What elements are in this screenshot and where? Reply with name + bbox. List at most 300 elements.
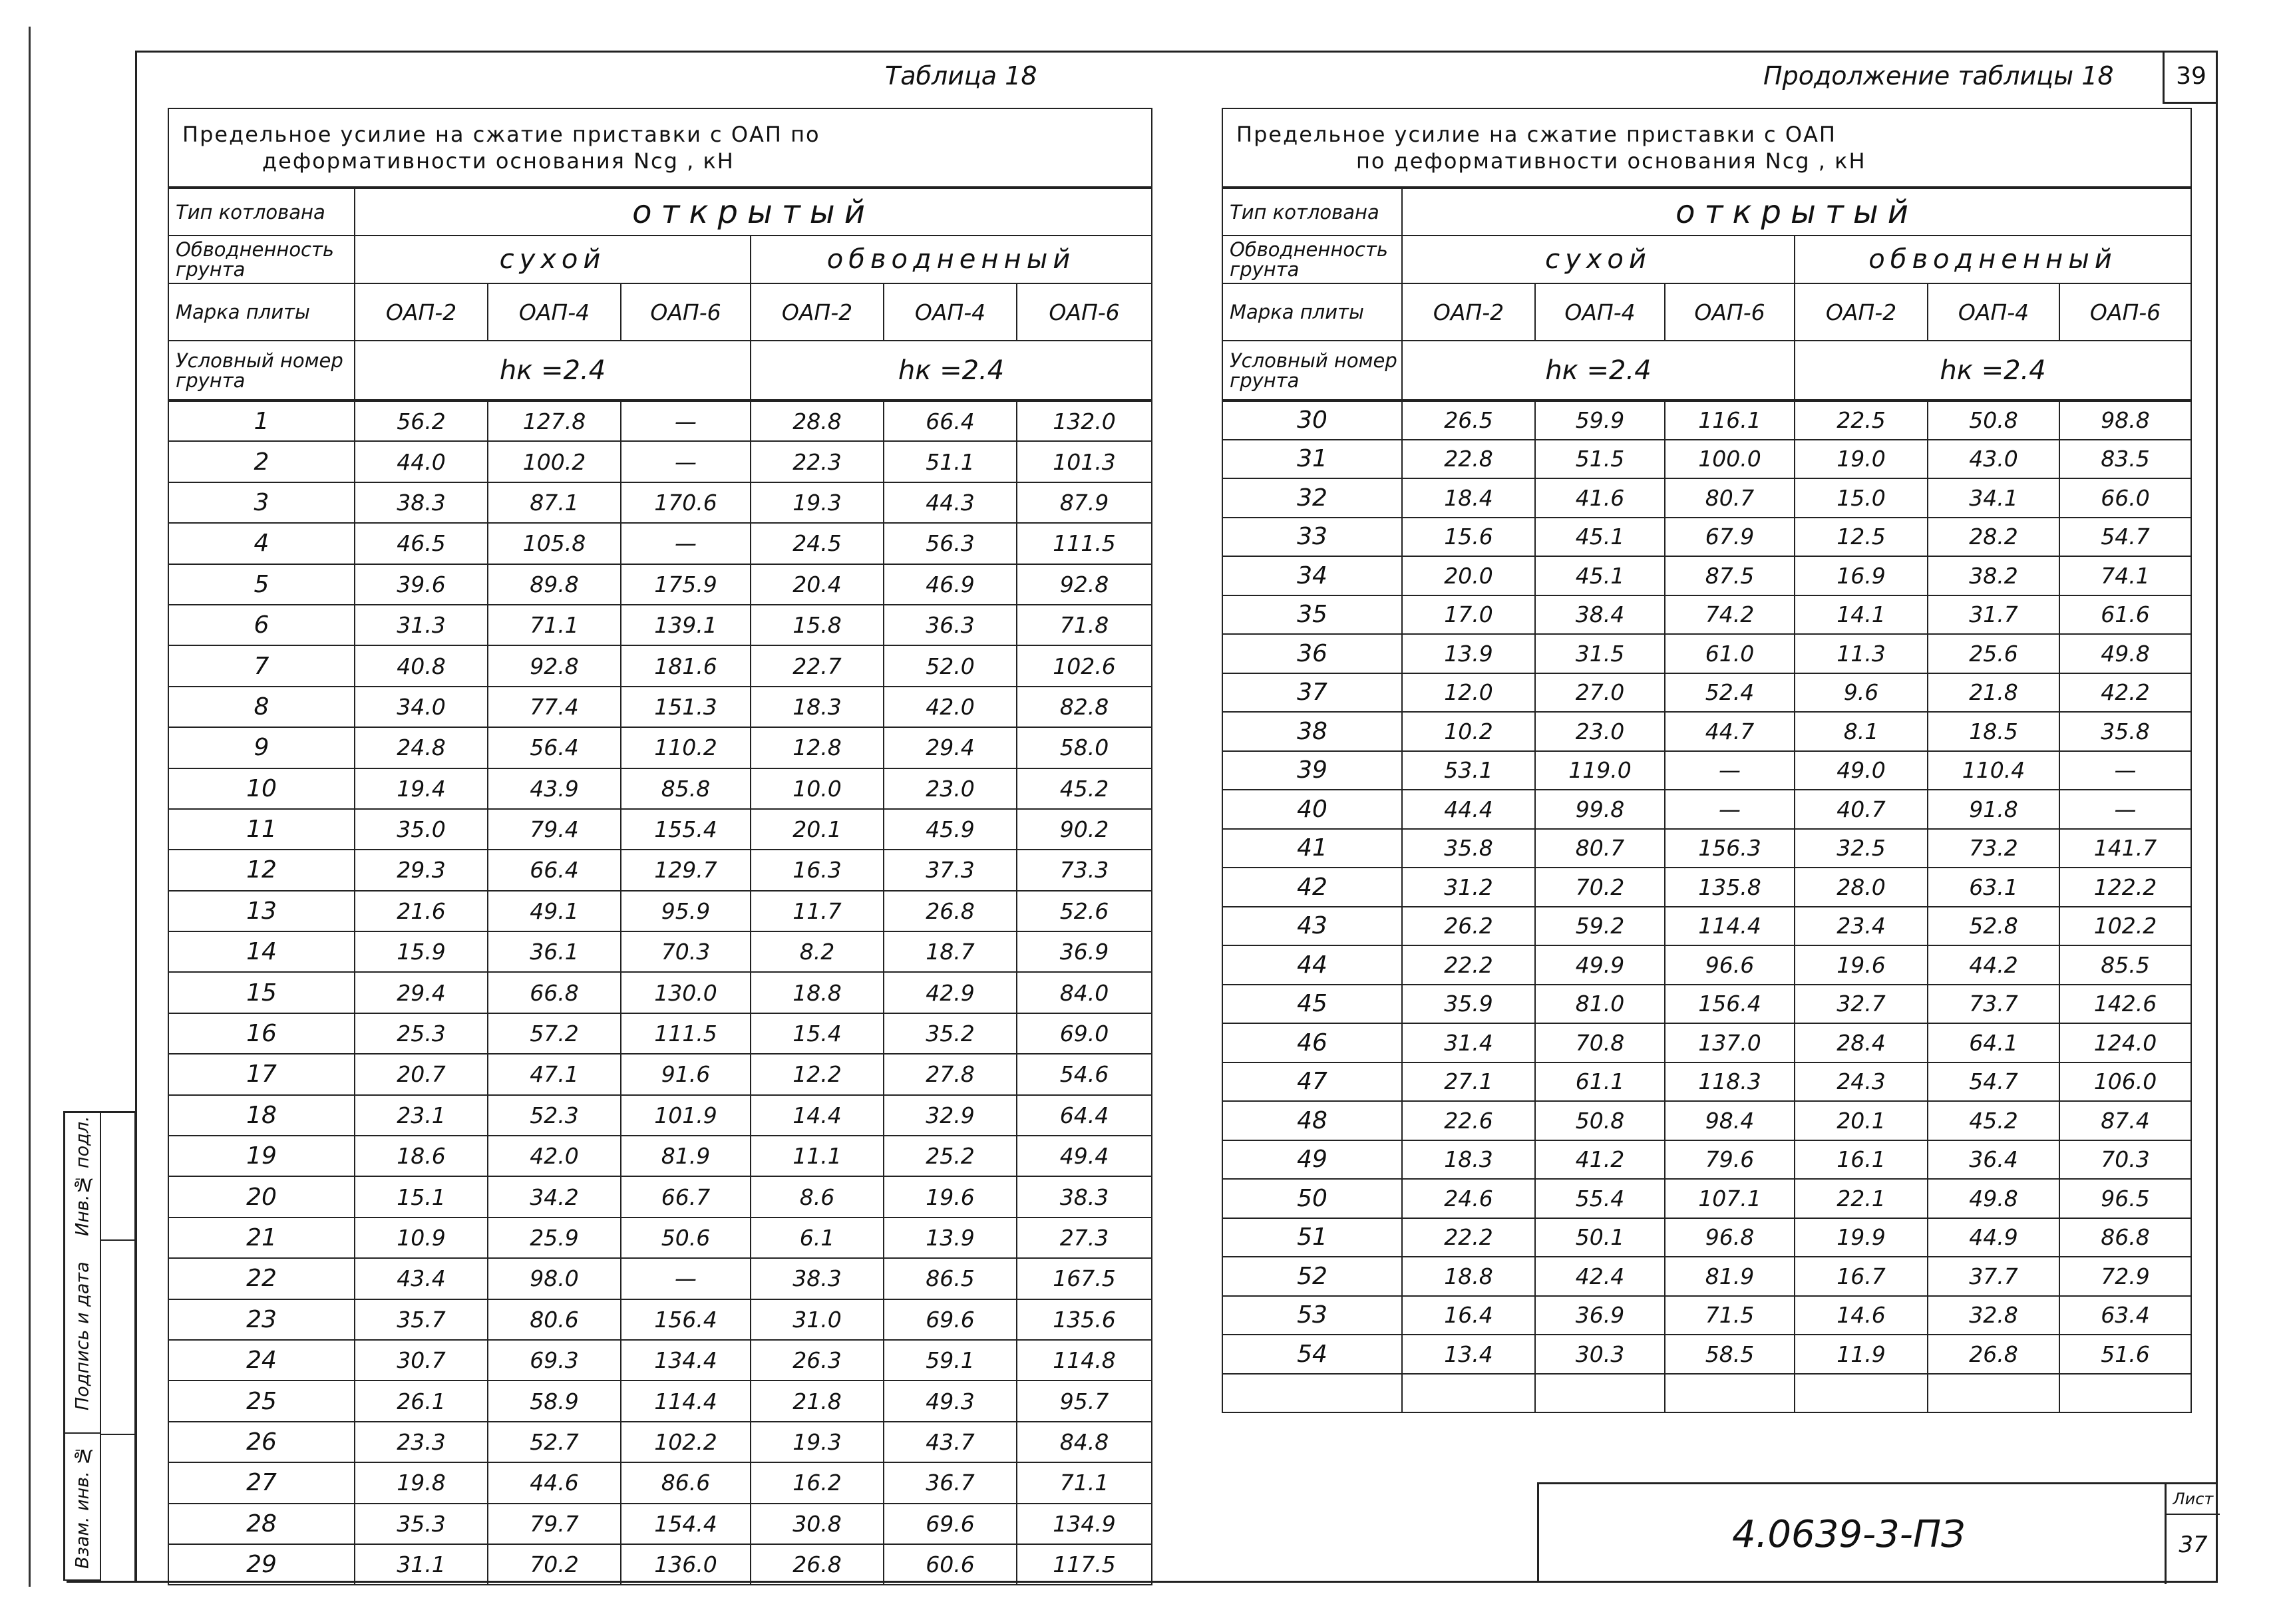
value-cell xyxy=(2059,1374,2191,1413)
left-plate-4: ОАП-4 xyxy=(884,283,1017,341)
value-cell: 51.5 xyxy=(1535,440,1665,479)
value-cell: 42.0 xyxy=(884,687,1017,727)
left-wet: обводненный xyxy=(751,236,1152,283)
left-title-line2: деформативности основания Ncg , кН xyxy=(262,148,735,174)
table-row xyxy=(1222,1335,2191,1374)
value-cell: 30.3 xyxy=(1535,1335,1665,1374)
value-cell: 111.5 xyxy=(621,1013,751,1054)
value-cell: 71.8 xyxy=(1017,605,1152,645)
value-cell: 11.7 xyxy=(751,891,884,931)
table-row xyxy=(168,482,1152,523)
value-cell: 86.8 xyxy=(2059,1218,2191,1257)
soil-number-cell: 52 xyxy=(1222,1257,1402,1296)
soil-number-cell: 54 xyxy=(1222,1335,1402,1374)
left-plate-3: ОАП-2 xyxy=(751,283,884,341)
value-cell: 114.4 xyxy=(621,1380,751,1421)
value-cell: 18.3 xyxy=(751,687,884,727)
value-cell: 54.7 xyxy=(2059,518,2191,557)
right-pit-type-label: Тип котлована xyxy=(1222,188,1402,236)
value-cell: 14.1 xyxy=(1795,595,1928,635)
value-cell: 81.9 xyxy=(1665,1257,1795,1296)
value-cell: 116.1 xyxy=(1665,401,1795,440)
value-cell: 52.3 xyxy=(488,1095,621,1136)
soil-number-cell: 19 xyxy=(168,1136,355,1176)
left-pit-type-label: Тип котлована xyxy=(168,188,355,236)
table-row xyxy=(1222,1101,2191,1140)
soil-number-cell: 31 xyxy=(1222,440,1402,479)
soil-number-cell: 1 xyxy=(168,401,355,441)
value-cell: 102.2 xyxy=(621,1422,751,1462)
value-cell: 61.0 xyxy=(1665,634,1795,673)
value-cell: 10.9 xyxy=(355,1218,488,1258)
value-cell xyxy=(1928,1374,2059,1413)
value-cell: 22.6 xyxy=(1402,1101,1535,1140)
soil-number-cell: 46 xyxy=(1222,1023,1402,1062)
value-cell: 44.0 xyxy=(355,441,488,482)
value-cell: 58.5 xyxy=(1665,1335,1795,1374)
value-cell: 19.9 xyxy=(1795,1218,1928,1257)
value-cell: 89.8 xyxy=(488,564,621,605)
value-cell: 132.0 xyxy=(1017,401,1152,441)
soil-number-cell: 29 xyxy=(168,1544,355,1585)
value-cell: 96.8 xyxy=(1665,1218,1795,1257)
value-cell: 19.3 xyxy=(751,1422,884,1462)
soil-number-cell: 22 xyxy=(168,1258,355,1299)
value-cell: 23.4 xyxy=(1795,907,1928,946)
value-cell: 111.5 xyxy=(1017,523,1152,564)
value-cell: 91.8 xyxy=(1928,790,2059,829)
value-cell: 24.3 xyxy=(1795,1062,1928,1102)
value-cell: 22.3 xyxy=(751,441,884,482)
value-cell: 18.7 xyxy=(884,931,1017,972)
soil-number-cell: 42 xyxy=(1222,868,1402,907)
value-cell: 15.1 xyxy=(355,1176,488,1217)
value-cell: 53.1 xyxy=(1402,751,1535,790)
value-cell: 61.6 xyxy=(2059,595,2191,635)
value-cell: 15.4 xyxy=(751,1013,884,1054)
soil-number-cell: 16 xyxy=(168,1013,355,1054)
value-cell: 28.8 xyxy=(751,401,884,441)
table-row xyxy=(1222,673,2191,713)
value-cell: 22.5 xyxy=(1795,401,1928,440)
value-cell: 23.0 xyxy=(1535,712,1665,751)
table-row xyxy=(168,687,1152,727)
value-cell: 24.5 xyxy=(751,523,884,564)
value-cell: 50.8 xyxy=(1535,1101,1665,1140)
table-row xyxy=(1222,1257,2191,1296)
soil-number-cell: 9 xyxy=(168,727,355,768)
value-cell: 79.6 xyxy=(1665,1140,1795,1180)
value-cell: 129.7 xyxy=(621,850,751,890)
table-row xyxy=(1222,829,2191,868)
table-row xyxy=(1222,1374,2191,1413)
soil-number-cell: 43 xyxy=(1222,907,1402,946)
value-cell: 15.6 xyxy=(1402,518,1535,557)
value-cell: 28.2 xyxy=(1928,518,2059,557)
value-cell: 12.0 xyxy=(1402,673,1535,713)
table-row xyxy=(1222,907,2191,946)
value-cell: 22.2 xyxy=(1402,945,1535,985)
table-row xyxy=(168,1544,1152,1585)
value-cell: 155.4 xyxy=(621,809,751,850)
value-cell: 46.9 xyxy=(884,564,1017,605)
value-cell: 25.6 xyxy=(1928,634,2059,673)
value-cell xyxy=(1665,1374,1795,1413)
value-cell: 25.9 xyxy=(488,1218,621,1258)
value-cell: 30.8 xyxy=(751,1504,884,1544)
value-cell: 16.3 xyxy=(751,850,884,890)
value-cell: 18.8 xyxy=(751,972,884,1013)
value-cell: 181.6 xyxy=(621,645,751,686)
left-table-title xyxy=(168,108,1152,188)
value-cell: 58.0 xyxy=(1017,727,1152,768)
value-cell: 12.2 xyxy=(751,1054,884,1094)
outer-frame-left-line xyxy=(29,27,31,1587)
value-cell: 92.8 xyxy=(1017,564,1152,605)
value-cell: 52.4 xyxy=(1665,673,1795,713)
value-cell: 69.3 xyxy=(488,1340,621,1380)
value-cell: 107.1 xyxy=(1665,1179,1795,1218)
table-row xyxy=(168,1504,1152,1544)
value-cell: 87.5 xyxy=(1665,556,1795,595)
left-plate-0: ОАП-2 xyxy=(355,283,488,341)
soil-number-cell: 26 xyxy=(168,1422,355,1462)
value-cell: 35.7 xyxy=(355,1299,488,1340)
value-cell: 90.2 xyxy=(1017,809,1152,850)
table-row xyxy=(1222,1296,2191,1335)
value-cell: 70.8 xyxy=(1535,1023,1665,1062)
value-cell: 122.2 xyxy=(2059,868,2191,907)
value-cell: 10.2 xyxy=(1402,712,1535,751)
left-dry: сухой xyxy=(355,236,751,283)
right-title-line1: Предельное усилие на сжатие приставки с ОАП xyxy=(1236,122,1837,147)
table-row xyxy=(168,850,1152,890)
value-cell: 81.9 xyxy=(621,1136,751,1176)
value-cell: 27.8 xyxy=(884,1054,1017,1094)
table-row xyxy=(168,1013,1152,1054)
value-cell: 38.3 xyxy=(355,482,488,523)
table-row xyxy=(168,605,1152,645)
value-cell: 58.9 xyxy=(488,1380,621,1421)
value-cell: 16.7 xyxy=(1795,1257,1928,1296)
value-cell: 66.4 xyxy=(884,401,1017,441)
value-cell: 175.9 xyxy=(621,564,751,605)
value-cell: 11.9 xyxy=(1795,1335,1928,1374)
value-cell: 31.0 xyxy=(751,1299,884,1340)
value-cell: 45.9 xyxy=(884,809,1017,850)
value-cell: 79.7 xyxy=(488,1504,621,1544)
soil-number-cell: 33 xyxy=(1222,518,1402,557)
value-cell: 14.4 xyxy=(751,1095,884,1136)
soil-number-cell xyxy=(1222,1374,1402,1413)
value-cell: 40.8 xyxy=(355,645,488,686)
table-row xyxy=(168,523,1152,564)
value-cell: 8.6 xyxy=(751,1176,884,1217)
value-cell: 18.4 xyxy=(1402,478,1535,518)
sheet-number-box xyxy=(2163,51,2218,104)
value-cell: 43.4 xyxy=(355,1258,488,1299)
value-cell: 26.8 xyxy=(751,1544,884,1585)
value-cell: 27.3 xyxy=(1017,1218,1152,1258)
value-cell: 35.3 xyxy=(355,1504,488,1544)
right-table xyxy=(1222,108,2192,1413)
value-cell: — xyxy=(621,1258,751,1299)
value-cell: 43.7 xyxy=(884,1422,1017,1462)
doc-code: 4.0639-3-ПЗ xyxy=(1732,1512,1965,1556)
value-cell: 43.0 xyxy=(1928,440,2059,479)
value-cell: 92.8 xyxy=(488,645,621,686)
value-cell: 34.1 xyxy=(1928,478,2059,518)
value-cell: 101.3 xyxy=(1017,441,1152,482)
soil-number-cell: 32 xyxy=(1222,478,1402,518)
soil-number-cell: 21 xyxy=(168,1218,355,1258)
soil-number-cell: 13 xyxy=(168,891,355,931)
value-cell: 38.3 xyxy=(751,1258,884,1299)
value-cell: 70.3 xyxy=(621,931,751,972)
value-cell: 24.6 xyxy=(1402,1179,1535,1218)
value-cell: 44.3 xyxy=(884,482,1017,523)
soil-number-cell: 8 xyxy=(168,687,355,727)
table-row xyxy=(1222,790,2191,829)
value-cell: 70.2 xyxy=(1535,868,1665,907)
value-cell: 44.4 xyxy=(1402,790,1535,829)
value-cell: 13.9 xyxy=(884,1218,1017,1258)
value-cell: 71.1 xyxy=(488,605,621,645)
soil-number-cell: 39 xyxy=(1222,751,1402,790)
value-cell: 31.1 xyxy=(355,1544,488,1585)
table-row xyxy=(1222,1218,2191,1257)
value-cell: 44.7 xyxy=(1665,712,1795,751)
soil-number-cell: 14 xyxy=(168,931,355,972)
value-cell: 44.2 xyxy=(1928,945,2059,985)
soil-number-cell: 27 xyxy=(168,1462,355,1503)
right-wet: обводненный xyxy=(1795,236,2191,283)
table-row xyxy=(168,1422,1152,1462)
value-cell: 45.1 xyxy=(1535,518,1665,557)
soil-number-cell: 47 xyxy=(1222,1062,1402,1102)
table-row xyxy=(168,1462,1152,1503)
value-cell: 63.1 xyxy=(1928,868,2059,907)
value-cell: 51.1 xyxy=(884,441,1017,482)
right-plate-1: ОАП-4 xyxy=(1535,283,1665,341)
value-cell: 15.8 xyxy=(751,605,884,645)
value-cell: 141.7 xyxy=(2059,829,2191,868)
value-cell: 77.4 xyxy=(488,687,621,727)
value-cell: 31.4 xyxy=(1402,1023,1535,1062)
value-cell: 124.0 xyxy=(2059,1023,2191,1062)
table-row xyxy=(168,564,1152,605)
table-row xyxy=(168,645,1152,686)
value-cell: 10.0 xyxy=(751,768,884,809)
value-cell: 44.6 xyxy=(488,1462,621,1503)
value-cell: 114.4 xyxy=(1665,907,1795,946)
soil-number-cell: 40 xyxy=(1222,790,1402,829)
table-row xyxy=(168,727,1152,768)
value-cell: 127.8 xyxy=(488,401,621,441)
value-cell: 100.0 xyxy=(1665,440,1795,479)
value-cell: 34.0 xyxy=(355,687,488,727)
soil-number-cell: 24 xyxy=(168,1340,355,1380)
value-cell: 66.4 xyxy=(488,850,621,890)
value-cell: 95.7 xyxy=(1017,1380,1152,1421)
value-cell: 70.3 xyxy=(2059,1140,2191,1180)
value-cell: 9.6 xyxy=(1795,673,1928,713)
value-cell: 59.9 xyxy=(1535,401,1665,440)
value-cell: 26.8 xyxy=(884,891,1017,931)
value-cell: 32.9 xyxy=(884,1095,1017,1136)
value-cell: 81.0 xyxy=(1535,985,1665,1024)
value-cell: 42.4 xyxy=(1535,1257,1665,1296)
value-cell: 87.4 xyxy=(2059,1101,2191,1140)
value-cell: 137.0 xyxy=(1665,1023,1795,1062)
value-cell: 98.0 xyxy=(488,1258,621,1299)
left-plate-2: ОАП-6 xyxy=(621,283,751,341)
soil-number-cell: 34 xyxy=(1222,556,1402,595)
table-row xyxy=(1222,518,2191,557)
value-cell: 19.6 xyxy=(1795,945,1928,985)
value-cell: 151.3 xyxy=(621,687,751,727)
value-cell: 36.4 xyxy=(1928,1140,2059,1180)
value-cell xyxy=(1795,1374,1928,1413)
soil-number-cell: 4 xyxy=(168,523,355,564)
table-row xyxy=(1222,1023,2191,1062)
value-cell: 16.2 xyxy=(751,1462,884,1503)
soil-number-cell: 6 xyxy=(168,605,355,645)
soil-number-cell: 10 xyxy=(168,768,355,809)
value-cell: 35.8 xyxy=(1402,829,1535,868)
value-cell: 41.6 xyxy=(1535,478,1665,518)
value-cell: 66.8 xyxy=(488,972,621,1013)
value-cell: 45.2 xyxy=(1928,1101,2059,1140)
value-cell: 49.0 xyxy=(1795,751,1928,790)
value-cell: 19.0 xyxy=(1795,440,1928,479)
table-row xyxy=(168,1095,1152,1136)
value-cell: 70.2 xyxy=(488,1544,621,1585)
left-plate-label: Марка плиты xyxy=(168,283,355,341)
value-cell: 28.4 xyxy=(1795,1023,1928,1062)
value-cell: 64.4 xyxy=(1017,1095,1152,1136)
value-cell: 40.7 xyxy=(1795,790,1928,829)
soil-number-cell: 3 xyxy=(168,482,355,523)
value-cell: 99.8 xyxy=(1535,790,1665,829)
list-label: Лист xyxy=(2167,1484,2220,1515)
value-cell: 50.1 xyxy=(1535,1218,1665,1257)
value-cell: 28.0 xyxy=(1795,868,1928,907)
value-cell: 73.3 xyxy=(1017,850,1152,890)
value-cell: 96.6 xyxy=(1665,945,1795,985)
table-row xyxy=(1222,985,2191,1024)
value-cell: 12.5 xyxy=(1795,518,1928,557)
value-cell: 21.8 xyxy=(751,1380,884,1421)
value-cell: 156.4 xyxy=(1665,985,1795,1024)
table-row xyxy=(168,891,1152,931)
value-cell: 56.4 xyxy=(488,727,621,768)
value-cell: 19.6 xyxy=(884,1176,1017,1217)
left-plate-1: ОАП-4 xyxy=(488,283,621,341)
value-cell: 135.8 xyxy=(1665,868,1795,907)
value-cell: 119.0 xyxy=(1535,751,1665,790)
value-cell: 74.2 xyxy=(1665,595,1795,635)
value-cell: 56.2 xyxy=(355,401,488,441)
table-row xyxy=(168,809,1152,850)
value-cell: 59.1 xyxy=(884,1340,1017,1380)
value-cell: 25.3 xyxy=(355,1013,488,1054)
value-cell: 38.2 xyxy=(1928,556,2059,595)
value-cell: 74.1 xyxy=(2059,556,2191,595)
left-table-body xyxy=(168,401,1152,1585)
list-number: 37 xyxy=(2179,1532,2208,1558)
value-cell: 32.8 xyxy=(1928,1296,2059,1335)
table-row xyxy=(168,768,1152,809)
right-pit-type: открытый xyxy=(1402,188,2191,236)
left-table-caption: Таблица 18 xyxy=(885,61,1037,90)
value-cell: 80.7 xyxy=(1665,478,1795,518)
value-cell: — xyxy=(2059,790,2191,829)
value-cell: 36.9 xyxy=(1017,931,1152,972)
soil-number-cell: 51 xyxy=(1222,1218,1402,1257)
right-plate-4: ОАП-4 xyxy=(1928,283,2059,341)
value-cell: 16.9 xyxy=(1795,556,1928,595)
value-cell: 46.5 xyxy=(355,523,488,564)
value-cell: 106.0 xyxy=(2059,1062,2191,1102)
table-row xyxy=(1222,556,2191,595)
value-cell: 22.1 xyxy=(1795,1179,1928,1218)
value-cell: 82.8 xyxy=(1017,687,1152,727)
stamp-replace-inv: Взам. инв. № xyxy=(65,1434,100,1581)
value-cell: 45.1 xyxy=(1535,556,1665,595)
value-cell: 41.2 xyxy=(1535,1140,1665,1180)
soil-number-cell: 23 xyxy=(168,1299,355,1340)
value-cell: 15.9 xyxy=(355,931,488,972)
table-row xyxy=(1222,868,2191,907)
soil-number-cell: 7 xyxy=(168,645,355,686)
soil-number-cell: 20 xyxy=(168,1176,355,1217)
value-cell: 95.9 xyxy=(621,891,751,931)
left-table xyxy=(168,108,1152,1585)
value-cell: 26.1 xyxy=(355,1380,488,1421)
value-cell: 72.9 xyxy=(2059,1257,2191,1296)
value-cell: 42.9 xyxy=(884,972,1017,1013)
value-cell: 100.2 xyxy=(488,441,621,482)
value-cell: 51.6 xyxy=(2059,1335,2191,1374)
value-cell: 29.4 xyxy=(884,727,1017,768)
table-row xyxy=(168,1176,1152,1217)
value-cell: 26.2 xyxy=(1402,907,1535,946)
value-cell: 24.8 xyxy=(355,727,488,768)
value-cell: 117.5 xyxy=(1017,1544,1152,1585)
value-cell: 19.8 xyxy=(355,1462,488,1503)
value-cell: 13.4 xyxy=(1402,1335,1535,1374)
value-cell: 96.5 xyxy=(2059,1179,2191,1218)
value-cell: 49.9 xyxy=(1535,945,1665,985)
value-cell: 56.3 xyxy=(884,523,1017,564)
value-cell: 20.1 xyxy=(1795,1101,1928,1140)
left-soil-label: Условный номер грунта xyxy=(168,341,355,401)
value-cell: 59.2 xyxy=(1535,907,1665,946)
value-cell: — xyxy=(621,441,751,482)
value-cell: 26.3 xyxy=(751,1340,884,1380)
value-cell: 57.2 xyxy=(488,1013,621,1054)
table-row xyxy=(1222,1062,2191,1102)
value-cell: 22.7 xyxy=(751,645,884,686)
value-cell: 12.8 xyxy=(751,727,884,768)
left-hk-wet: hк =2.4 xyxy=(751,341,1152,401)
value-cell: 26.5 xyxy=(1402,401,1535,440)
table-row xyxy=(1222,595,2191,635)
value-cell: 54.7 xyxy=(1928,1062,2059,1102)
value-cell: 37.7 xyxy=(1928,1257,2059,1296)
value-cell: 156.3 xyxy=(1665,829,1795,868)
